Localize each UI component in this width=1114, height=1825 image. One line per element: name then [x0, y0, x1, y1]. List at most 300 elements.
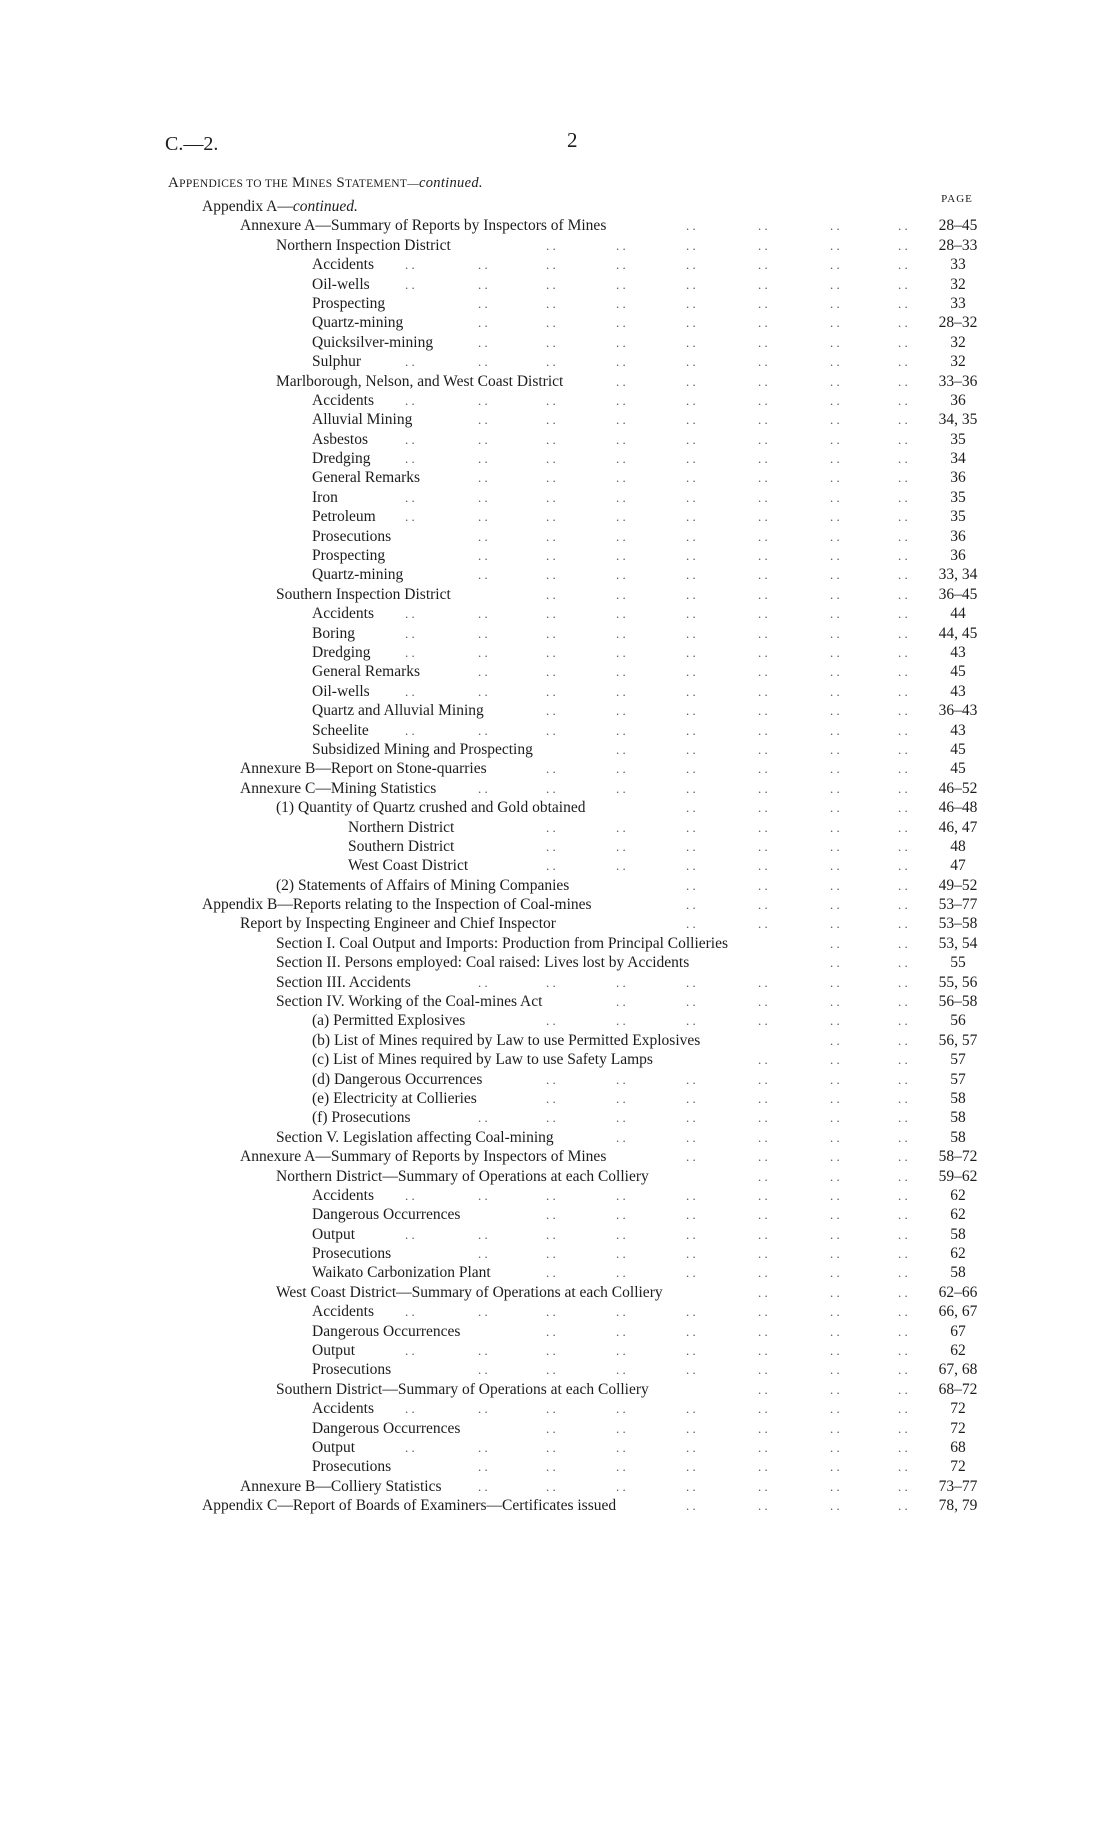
toc-entry — [0, 1360, 1114, 1379]
toc-entry — [0, 759, 1114, 778]
toc-entry-page: 43 — [950, 682, 966, 700]
leader-dots: . . — [686, 528, 696, 544]
toc-entry-page: 35 — [950, 430, 966, 448]
toc-entry-page: 72 — [950, 1419, 966, 1437]
leader-dots: . . — [898, 509, 908, 525]
toc-entry — [0, 585, 1114, 604]
leader-dots: . . — [546, 664, 556, 680]
leader-dots: . . — [686, 1478, 696, 1494]
toc-entry-page: 57 — [950, 1051, 966, 1069]
leader-dots: . . — [616, 567, 626, 583]
toc-entry-page: 36 — [950, 391, 966, 409]
leader-dots: . . — [478, 664, 488, 680]
toc-entry-label: Waikato Carbonization Plant — [312, 1264, 491, 1282]
leader-dots: . . — [546, 1323, 556, 1339]
leader-dots: . . — [830, 800, 840, 816]
leader-dots: . . — [478, 780, 488, 796]
leader-dots: . . — [758, 334, 768, 350]
leader-dots: . . — [616, 431, 626, 447]
toc-entry — [0, 333, 1114, 352]
leader-dots: . . — [616, 528, 626, 544]
leader-dots: . . — [686, 451, 696, 467]
toc-entry — [0, 507, 1114, 526]
toc-entry-label: Marlborough, Nelson, and West Coast District — [276, 372, 564, 390]
leader-dots: . . — [830, 955, 840, 971]
leader-dots: . . — [898, 819, 908, 835]
leader-dots: . . — [478, 567, 488, 583]
leader-dots: . . — [686, 315, 696, 331]
toc-entry-label: Iron — [312, 488, 338, 506]
leader-dots: . . — [478, 1478, 488, 1494]
leader-dots: . . — [478, 1343, 488, 1359]
leader-dots: . . — [758, 295, 768, 311]
leader-dots: . . — [830, 1478, 840, 1494]
leader-dots: . . — [830, 431, 840, 447]
toc-entry-page: 73–77 — [938, 1477, 978, 1495]
leader-dots: . . — [616, 625, 626, 641]
leader-dots: . . — [546, 528, 556, 544]
leader-dots: . . — [898, 800, 908, 816]
toc-entry — [0, 1225, 1114, 1244]
leader-dots: . . — [616, 354, 626, 370]
leader-dots: . . — [758, 741, 768, 757]
page-number: 2 — [567, 128, 578, 152]
toc-entry — [0, 468, 1114, 487]
toc-entry-page: 67, 68 — [938, 1361, 978, 1379]
leader-dots: . . — [758, 664, 768, 680]
leader-dots: . . — [898, 935, 908, 951]
toc-entry — [0, 197, 1114, 216]
leader-dots: . . — [478, 625, 488, 641]
toc-entry — [0, 682, 1114, 701]
title-cap-m: M — [292, 175, 306, 191]
leader-dots: . . — [686, 1013, 696, 1029]
leader-dots: . . — [830, 1129, 840, 1145]
toc-entry-page: 62 — [950, 1245, 966, 1263]
leader-dots: . . — [546, 1304, 556, 1320]
toc-entry-page: 62 — [950, 1206, 966, 1224]
toc-entry-page: 66, 67 — [938, 1303, 978, 1321]
leader-dots: . . — [898, 1362, 908, 1378]
leader-dots: . . — [758, 897, 768, 913]
leader-dots: . . — [758, 431, 768, 447]
leader-dots: . . — [616, 1246, 626, 1262]
leader-dots: . . — [898, 1478, 908, 1494]
title-part-1: PPENDICES TO THE — [179, 178, 289, 190]
toc-entry — [0, 1341, 1114, 1360]
leader-dots: . . — [686, 470, 696, 486]
leader-dots: . . — [758, 994, 768, 1010]
toc-entry-label: Asbestos — [312, 430, 368, 448]
toc-entry-page: 58 — [950, 1128, 966, 1146]
leader-dots: . . — [546, 257, 556, 273]
toc-entry-page: 56 — [950, 1012, 966, 1030]
leader-dots: . . — [686, 780, 696, 796]
toc-entry — [0, 1031, 1114, 1050]
toc-entry-label: Northern Inspection District — [276, 236, 451, 254]
leader-dots: . . — [758, 1168, 768, 1184]
leader-dots: . . — [686, 1420, 696, 1436]
leader-dots: . . — [686, 1187, 696, 1203]
leader-dots: . . — [686, 392, 696, 408]
leader-dots: . . — [830, 722, 840, 738]
leader-dots: . . — [546, 586, 556, 602]
leader-dots: . . — [830, 1187, 840, 1203]
leader-dots: . . — [830, 625, 840, 641]
leader-dots: . . — [758, 1323, 768, 1339]
leader-dots: . . — [546, 470, 556, 486]
leader-dots: . . — [758, 683, 768, 699]
toc-entry-page: 57 — [950, 1070, 966, 1088]
leader-dots: . . — [758, 1207, 768, 1223]
toc-entry — [0, 565, 1114, 584]
leader-dots: . . — [898, 528, 908, 544]
toc-entry-page: 32 — [950, 353, 966, 371]
toc-entry-page: 78, 79 — [938, 1497, 978, 1515]
leader-dots: . . — [686, 431, 696, 447]
leader-dots: . . — [686, 1459, 696, 1475]
toc-entry — [0, 294, 1114, 313]
leader-dots: . . — [546, 431, 556, 447]
leader-dots: . . — [478, 334, 488, 350]
leader-dots: . . — [898, 431, 908, 447]
leader-dots: . . — [898, 1187, 908, 1203]
leader-dots: . . — [898, 373, 908, 389]
leader-dots: . . — [898, 1226, 908, 1242]
toc-entry — [0, 1089, 1114, 1108]
toc-entry-page: 53–77 — [938, 896, 978, 914]
leader-dots: . . — [686, 257, 696, 273]
leader-dots: . . — [616, 1226, 626, 1242]
toc-entry — [0, 1457, 1114, 1476]
leader-dots: . . — [830, 1207, 840, 1223]
leader-dots: . . — [830, 237, 840, 253]
leader-dots: . . — [898, 315, 908, 331]
leader-dots: . . — [546, 567, 556, 583]
leader-dots: . . — [686, 412, 696, 428]
leader-dots: . . — [478, 276, 488, 292]
title-continued: continued. — [419, 175, 483, 191]
leader-dots: . . — [898, 392, 908, 408]
toc-entry — [0, 798, 1114, 817]
toc-entry-page: 44 — [950, 605, 966, 623]
leader-dots: . . — [616, 1071, 626, 1087]
leader-dots: . . — [686, 1071, 696, 1087]
leader-dots: . . — [830, 858, 840, 874]
leader-dots: . . — [898, 470, 908, 486]
toc-entry-label: General Remarks — [312, 663, 421, 681]
toc-entry-label: Output — [312, 1342, 356, 1360]
leader-dots: . . — [830, 218, 840, 234]
leader-dots: . . — [758, 1090, 768, 1106]
leader-dots: . . — [686, 994, 696, 1010]
leader-dots: . . — [616, 780, 626, 796]
toc-entry-page: 72 — [950, 1400, 966, 1418]
leader-dots: . . — [758, 722, 768, 738]
leader-dots: . . — [616, 819, 626, 835]
toc-entry — [0, 934, 1114, 953]
leader-dots: . . — [546, 1459, 556, 1475]
title-cap-s: S — [336, 175, 346, 191]
leader-dots: . . — [478, 1401, 488, 1417]
leader-dots: . . — [686, 800, 696, 816]
toc-entry-page: 53–58 — [938, 915, 978, 933]
toc-entry — [0, 914, 1114, 933]
leader-dots: . . — [686, 237, 696, 253]
leader-dots: . . — [546, 1401, 556, 1417]
leader-dots: . . — [898, 257, 908, 273]
leader-dots: . . — [546, 1207, 556, 1223]
toc-entry-label: Prosecutions — [312, 1361, 392, 1379]
toc-entry-page: 35 — [950, 488, 966, 506]
leader-dots: . . — [686, 703, 696, 719]
leader-dots: . . — [758, 916, 768, 932]
leader-dots: . . — [758, 703, 768, 719]
toc-entry-page: 47 — [950, 857, 966, 875]
toc-entry-page: 58–72 — [938, 1148, 978, 1166]
toc-entry-label: (d) Dangerous Occurrences — [312, 1070, 483, 1088]
toc-entry-label: (2) Statements of Affairs of Mining Companies — [276, 876, 570, 894]
leader-dots: . . — [546, 1478, 556, 1494]
toc-entry-page: 33 — [950, 294, 966, 312]
toc-entry — [0, 662, 1114, 681]
toc-entry-page: 45 — [950, 740, 966, 758]
toc-entry-page: 53, 54 — [938, 934, 978, 952]
leader-dots: . . — [830, 1401, 840, 1417]
toc-entry — [0, 1419, 1114, 1438]
toc-entry-label: Output — [312, 1225, 356, 1243]
leader-dots: . . — [758, 1187, 768, 1203]
toc-entry-page: 44, 45 — [938, 624, 978, 642]
leader-dots: . . — [898, 334, 908, 350]
toc-entry — [0, 895, 1114, 914]
leader-dots: . . — [898, 606, 908, 622]
leader-dots: . . — [830, 548, 840, 564]
toc-entry — [0, 1302, 1114, 1321]
leader-dots: . . — [830, 509, 840, 525]
leader-dots: . . — [898, 1498, 908, 1514]
leader-dots: . . — [546, 1226, 556, 1242]
leader-dots: . . — [616, 741, 626, 757]
leader-dots: . . — [898, 1052, 908, 1068]
leader-dots: . . — [616, 470, 626, 486]
toc-entry-page: 55 — [950, 954, 966, 972]
toc-entry-page: 43 — [950, 643, 966, 661]
toc-entry-label: Oil-wells — [312, 682, 370, 700]
leader-dots: . . — [616, 334, 626, 350]
leader-dots: . . — [830, 586, 840, 602]
toc-entry-page: 67 — [950, 1322, 966, 1340]
toc-entry-label: Prospecting — [312, 294, 386, 312]
toc-entry-italic: continued. — [292, 198, 358, 215]
leader-dots: . . — [546, 392, 556, 408]
leader-dots: . . — [616, 1478, 626, 1494]
leader-dots: . . — [830, 295, 840, 311]
leader-dots: . . — [898, 276, 908, 292]
leader-dots: . . — [898, 741, 908, 757]
leader-dots: . . — [405, 431, 415, 447]
toc-entry-label: West Coast District—Summary of Operations at each Colliery — [276, 1283, 663, 1301]
leader-dots: . . — [686, 722, 696, 738]
leader-dots: . . — [830, 1304, 840, 1320]
toc-entry — [0, 1496, 1114, 1515]
leader-dots: . . — [616, 644, 626, 660]
leader-dots: . . — [405, 1401, 415, 1417]
leader-dots: . . — [546, 703, 556, 719]
leader-dots: . . — [830, 1110, 840, 1126]
toc-entry — [0, 430, 1114, 449]
leader-dots: . . — [830, 470, 840, 486]
leader-dots: . . — [616, 548, 626, 564]
page-ref: C.—2. — [165, 133, 219, 155]
leader-dots: . . — [758, 1343, 768, 1359]
leader-dots: . . — [686, 548, 696, 564]
toc-entry-label: Dangerous Occurrences — [312, 1206, 461, 1224]
leader-dots: . . — [546, 838, 556, 854]
toc-entry — [0, 779, 1114, 798]
leader-dots: . . — [546, 858, 556, 874]
leader-dots: . . — [546, 295, 556, 311]
leader-dots: . . — [830, 412, 840, 428]
leader-dots: . . — [830, 334, 840, 350]
toc-entry — [0, 721, 1114, 740]
leader-dots: . . — [405, 451, 415, 467]
leader-dots: . . — [758, 528, 768, 544]
leader-dots: . . — [546, 1013, 556, 1029]
leader-dots: . . — [616, 994, 626, 1010]
leader-dots: . . — [830, 1381, 840, 1397]
toc-entry-page: 56, 57 — [938, 1031, 978, 1049]
leader-dots: . . — [758, 276, 768, 292]
leader-dots: . . — [686, 1440, 696, 1455]
leader-dots: . . — [898, 1246, 908, 1262]
leader-dots: . . — [478, 1304, 488, 1320]
leader-dots: . . — [616, 392, 626, 408]
leader-dots: . . — [478, 295, 488, 311]
leader-dots: . . — [616, 1459, 626, 1475]
leader-dots: . . — [758, 257, 768, 273]
toc-entry — [0, 1283, 1114, 1302]
toc-entry-page: 58 — [950, 1109, 966, 1127]
leader-dots: . . — [616, 974, 626, 990]
toc-entry-label: Southern District—Summary of Operations at each Colliery — [276, 1380, 649, 1398]
leader-dots: . . — [616, 257, 626, 273]
toc-entry-label: Petroleum — [312, 508, 376, 526]
leader-dots: . . — [830, 916, 840, 932]
leader-dots: . . — [830, 703, 840, 719]
leader-dots: . . — [830, 1343, 840, 1359]
leader-dots: . . — [758, 237, 768, 253]
leader-dots: . . — [686, 1110, 696, 1126]
toc-entry-page: 33–36 — [938, 372, 978, 390]
leader-dots: . . — [898, 683, 908, 699]
leader-dots: . . — [546, 974, 556, 990]
leader-dots: . . — [478, 1226, 488, 1242]
leader-dots: . . — [758, 858, 768, 874]
leader-dots: . . — [758, 761, 768, 777]
toc-entry-label: Appendix C—Report of Boards of Examiners—Certificates issued — [202, 1497, 617, 1515]
leader-dots: . . — [758, 1110, 768, 1126]
leader-dots: . . — [758, 1071, 768, 1087]
leader-dots: . . — [686, 625, 696, 641]
leader-dots: . . — [478, 548, 488, 564]
toc-entry — [0, 1147, 1114, 1166]
leader-dots: . . — [478, 1187, 488, 1203]
leader-dots: . . — [616, 1090, 626, 1106]
leader-dots: . . — [478, 606, 488, 622]
leader-dots: . . — [686, 276, 696, 292]
toc-entry-label: Section IV. Working of the Coal-mines Act — [276, 993, 543, 1011]
leader-dots: . . — [405, 276, 415, 292]
leader-dots: . . — [616, 412, 626, 428]
toc-entry-page: 28–32 — [938, 314, 978, 332]
leader-dots: . . — [546, 644, 556, 660]
leader-dots: . . — [686, 606, 696, 622]
leader-dots: . . — [546, 1187, 556, 1203]
leader-dots: . . — [758, 1362, 768, 1378]
leader-dots: . . — [830, 276, 840, 292]
toc-entry-label: Accidents — [312, 256, 374, 274]
leader-dots: . . — [898, 858, 908, 874]
leader-dots: . . — [686, 373, 696, 389]
leader-dots: . . — [405, 1343, 415, 1359]
leader-dots: . . — [830, 1052, 840, 1068]
toc-entry — [0, 1186, 1114, 1205]
toc-entry-label: Annexure A—Summary of Reports by Inspectors of Mines — [240, 217, 607, 235]
toc-entry-label: Accidents — [312, 605, 374, 623]
leader-dots: . . — [758, 548, 768, 564]
toc-entry-label: Annexure B—Colliery Statistics — [240, 1477, 442, 1495]
toc-entry-label: Oil-wells — [312, 275, 370, 293]
leader-dots: . . — [546, 761, 556, 777]
leader-dots: . . — [616, 683, 626, 699]
toc-entry-page: 35 — [950, 508, 966, 526]
toc-entry-label: Northern District—Summary of Operations at each Colliery — [276, 1167, 649, 1185]
toc-entry-label: West Coast District — [348, 857, 469, 875]
leader-dots: . . — [686, 295, 696, 311]
leader-dots: . . — [546, 412, 556, 428]
leader-dots: . . — [898, 548, 908, 564]
leader-dots: . . — [546, 722, 556, 738]
toc-entry-page: 72 — [950, 1458, 966, 1476]
toc-entry — [0, 1380, 1114, 1399]
leader-dots: . . — [758, 412, 768, 428]
leader-dots: . . — [686, 761, 696, 777]
leader-dots: . . — [478, 470, 488, 486]
toc-entry-label: Section III. Accidents — [276, 973, 411, 991]
leader-dots: . . — [758, 586, 768, 602]
leader-dots: . . — [830, 567, 840, 583]
leader-dots: . . — [546, 780, 556, 796]
leader-dots: . . — [898, 1284, 908, 1300]
leader-dots: . . — [686, 218, 696, 234]
toc-entry — [0, 1128, 1114, 1147]
toc-entry-label: Annexure C—Mining Statistics — [240, 779, 437, 797]
leader-dots: . . — [830, 819, 840, 835]
leader-dots: . . — [898, 1420, 908, 1436]
leader-dots: . . — [478, 315, 488, 331]
toc-entry-label: Section I. Coal Output and Imports: Production from Principal Collieries — [276, 934, 729, 952]
leader-dots: . . — [830, 1149, 840, 1165]
toc-entry-page: 58 — [950, 1264, 966, 1282]
toc-entry — [0, 488, 1114, 507]
leader-dots: . . — [546, 1265, 556, 1281]
toc-entry-label: Appendix A—continued. — [202, 198, 358, 215]
leader-dots: . . — [898, 1401, 908, 1417]
leader-dots: . . — [758, 1440, 768, 1455]
leader-dots: . . — [758, 373, 768, 389]
leader-dots: . . — [478, 354, 488, 370]
